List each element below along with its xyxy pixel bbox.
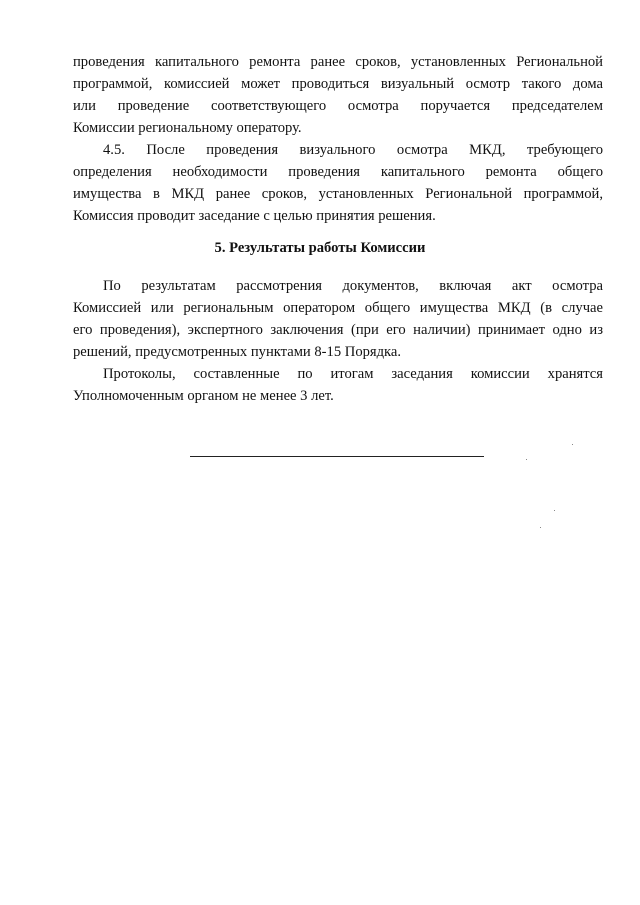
section-heading: 5. Результаты работы Комиссии <box>214 240 426 256</box>
text-line: имущества в МКД ранее сроков, установленных Региональной программой, <box>73 186 603 202</box>
scan-speck <box>526 459 527 460</box>
text-line: Комиссией или региональным оператором общего имущества МКД (в случае <box>73 300 603 316</box>
scan-speck <box>572 444 573 445</box>
text-line: программой, комиссией может проводиться визуальный осмотр такого дома <box>73 76 603 92</box>
text-line: решений, предусмотренных пунктами 8-15 Порядка. <box>73 344 402 360</box>
closing-divider <box>190 456 484 457</box>
text-line: Комиссия проводит заседание с целью принятия решения. <box>73 208 436 224</box>
text-line: Комиссии региональному оператору. <box>73 120 302 136</box>
text-line: определения необходимости проведения капитального ремонта общего <box>73 164 603 180</box>
scan-speck <box>540 527 541 528</box>
text-line: проведения капитального ремонта ранее сроков, установленных Региональной <box>73 54 603 70</box>
text-line: или проведение соответствующего осмотра поручается председателем <box>73 98 603 114</box>
scan-speck <box>554 510 555 511</box>
text-line: его проведения), экспертного заключения (при его наличии) принимает одно из <box>73 322 603 338</box>
text-line: Уполномоченным органом не менее 3 лет. <box>73 388 334 404</box>
text-line: По результатам рассмотрения документов, включая акт осмотра <box>103 278 603 294</box>
text-line: Протоколы, составленные по итогам заседания комиссии хранятся <box>103 366 603 382</box>
text-line: 4.5. После проведения визуального осмотра МКД, требующего <box>103 142 603 158</box>
